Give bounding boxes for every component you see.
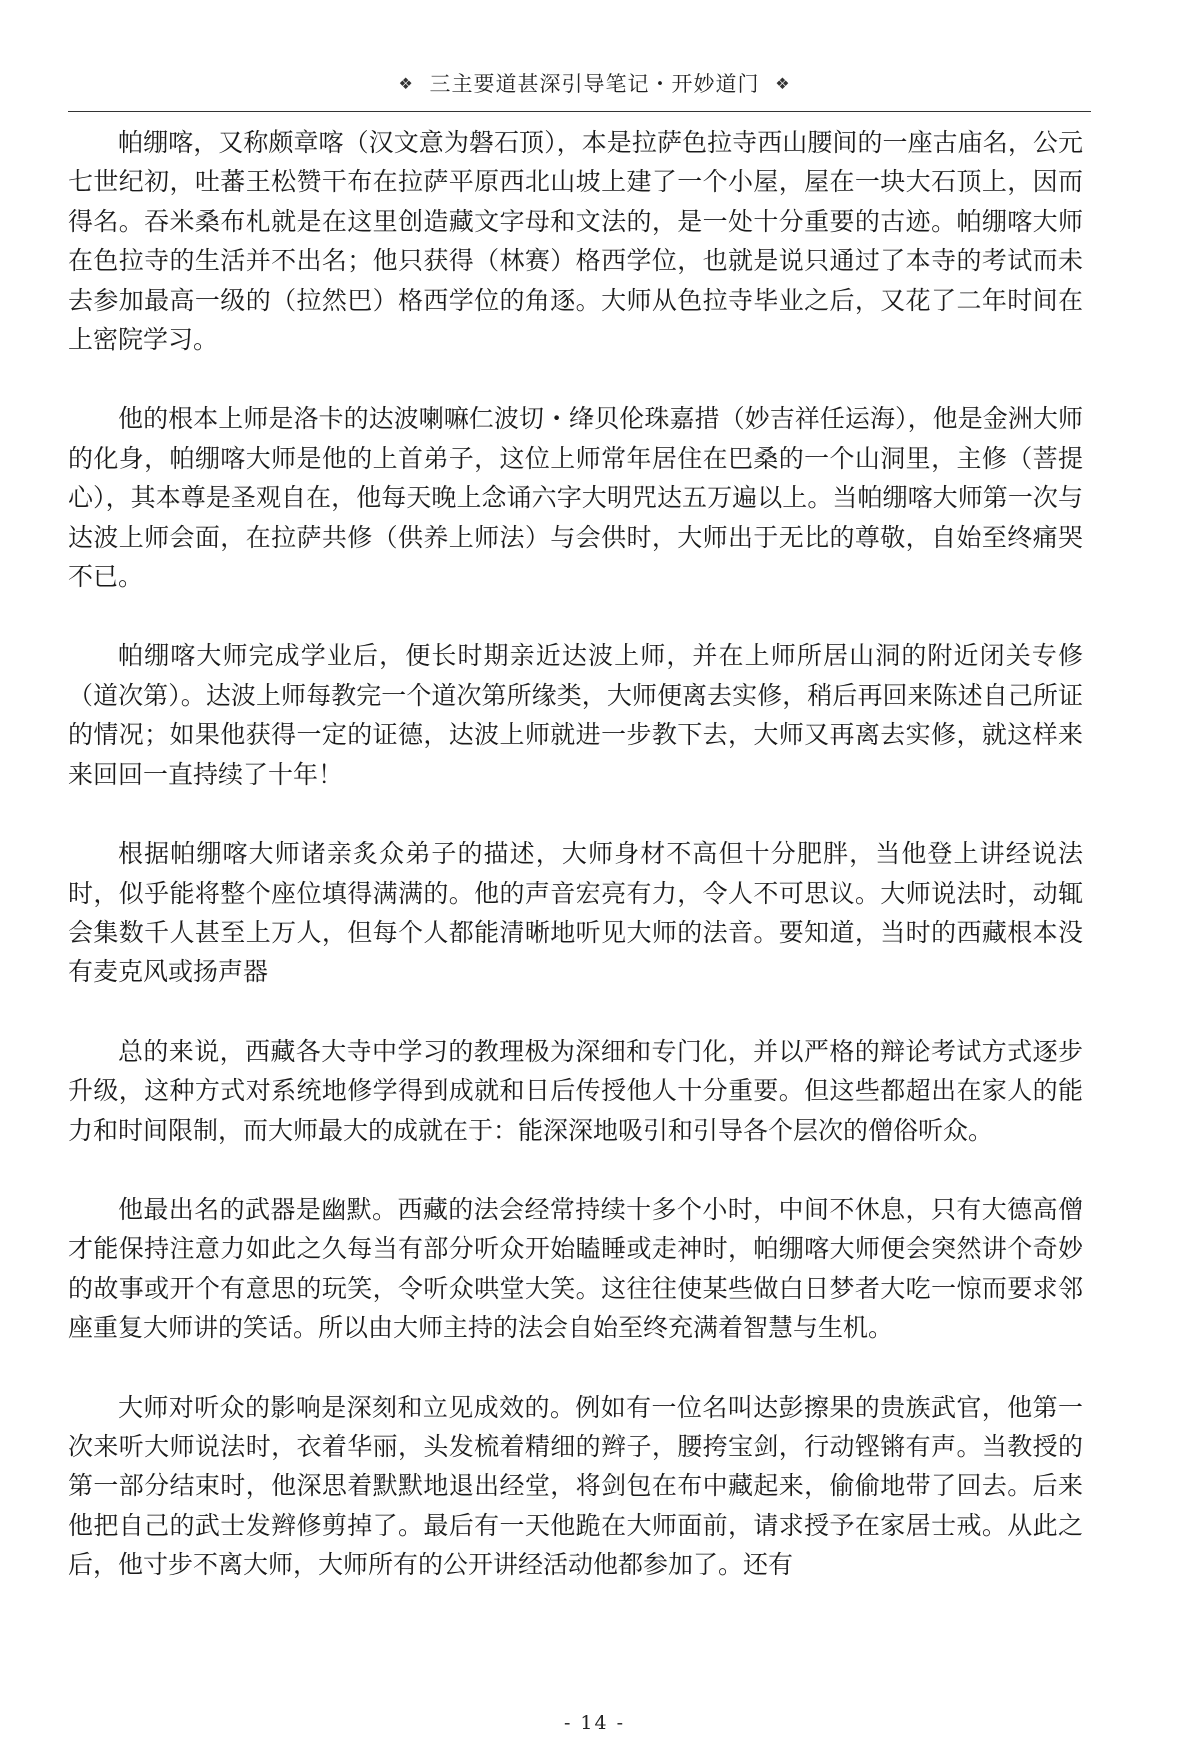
header-rule — [68, 111, 1091, 112]
header-title: 三主要道甚深引导笔记・开妙道门 — [429, 72, 760, 96]
paragraph: 总的来说，西藏各大寺中学习的教理极为深细和专门化，并以严格的辩论考试方式逐步升级，这种方式对系统地修学得到成就和日后传授他人十分重要。但这些都超出在家人的能力和时间限制，而大师最大的成就在于：能深深地吸引和引导各个层次的僧俗听众。 — [68, 1036, 1083, 1145]
paragraph: 他最出名的武器是幽默。西藏的法会经常持续十多个小时，中间不休息，只有大德高僧才能保持注意力如此之久每当有部分听众开始瞌睡或走神时，帕绷喀大师便会突然讲个奇妙的故事或开个有意思的玩笑，令听众哄堂大笑。这往往使某些做白日梦者大吃一惊而要求邻座重复大师讲的笑话。所以由大师主持的法会自始至终充满着智慧与生机。 — [68, 1194, 1083, 1343]
running-header — [0, 68, 1189, 98]
ornament-right-icon: ❖ — [775, 74, 791, 93]
paragraph: 根据帕绷喀大师诸亲炙众弟子的描述，大师身材不高但十分肥胖，当他登上讲经说法时，似乎能将整个座位填得满满的。他的声音宏亮有力，令人不可思议。大师说法时，动辄会集数千人甚至上万人，但每个人都能清晰地听见大师的法音。要知道，当时的西藏根本没有麦克风或扬声器 — [68, 839, 1083, 987]
paragraph: 帕绷喀，又称颇章喀（汉文意为磐石顶），本是拉萨色拉寺西山腰间的一座古庙名，公元七世纪初，吐蕃王松赞干布在拉萨平原西北山坡上建了一个小屋，屋在一块大石顶上，因而得名。吞米桑布札就是在这里创造藏文字母和文法的，是一处十分重要的古迹。帕绷喀大师在色拉寺的生活并不出名；他只获得（林赛）格西学位，也就是说只通过了本寺的考试而未去参加最高一级的（拉然巴）格西学位的角逐。大师从色拉寺毕业之后，又花了二年时间在上密院学习。 — [68, 128, 1083, 355]
paragraph: 帕绷喀大师完成学业后，便长时期亲近达波上师，并在上师所居山洞的附近闭关专修（道次第）。达波上师每教完一个道次第所缘类，大师便离去实修，稍后再回来陈述自己所证的情况；如果他获得一定的证德，达波上师就进一步教下去，大师又再离去实修，就这样来来回回一直持续了十年！ — [68, 641, 1083, 789]
page-body — [68, 123, 1083, 1585]
ornament-left-icon: ❖ — [398, 74, 414, 93]
paragraph: 大师对听众的影响是深刻和立见成效的。例如有一位名叫达彭擦果的贵族武官，他第一次来听大师说法时，衣着华丽，头发梳着精细的辫子，腰挎宝剑，行动铿锵有声。当教授的第一部分结束时，他深思着默默地退出经堂，将剑包在布中藏起来，偷偷地带了回去。后来他把自己的武士发辫修剪掉了。最后有一天他跪在大师面前，请求授予在家居士戒。从此之后，他寸步不离大师，大师所有的公开讲经活动他都参加了。还有 — [68, 1392, 1083, 1580]
paragraph: 他的根本上师是洛卡的达波喇嘛仁波切・绛贝伦珠嘉措（妙吉祥任运海），他是金洲大师的化身，帕绷喀大师是他的上首弟子，这位上师常年居住在巴桑的一个山洞里，主修（菩提心），其本尊是圣观自在，他每天晚上念诵六字大明咒达五万遍以上。当帕绷喀大师第一次与达波上师会面，在拉萨共修（供养上师法）与会供时，大师出于无比的尊敬，自始至终痛哭不已。 — [68, 404, 1083, 592]
page-number: - 14 - — [563, 1712, 626, 1734]
